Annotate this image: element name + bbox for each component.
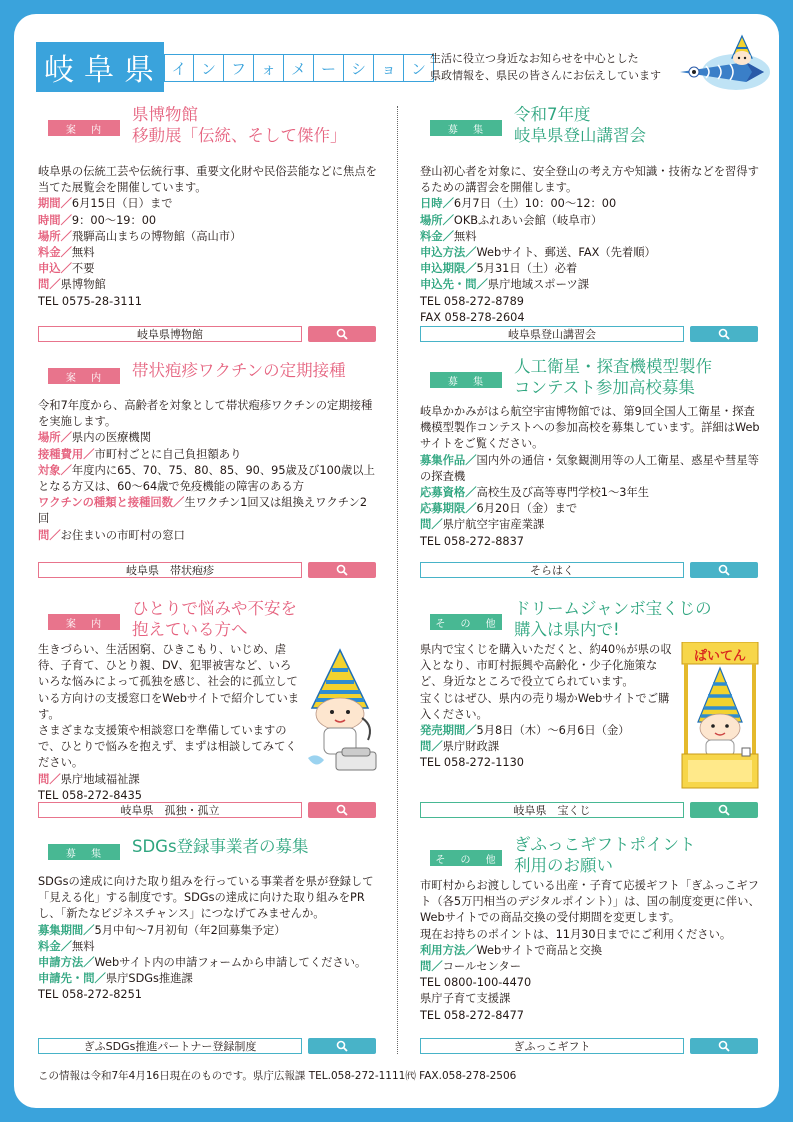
info-char: ン (404, 54, 434, 82)
category-badge: 募 集 (430, 120, 502, 136)
detail-label: 応募期限 (420, 502, 466, 516)
info-char: ン (194, 54, 224, 82)
contact-office: 県庁子育て支援課 (420, 992, 511, 1006)
detail-row: 対象／年度内に65、70、75、80、85、90、95歳及び100歳以上となる方又は、60〜64歳で免疫機能の障害のある方 (38, 463, 375, 494)
info-char: イ (164, 54, 194, 82)
article-intro: 宝くじはぜひ、県内の売り場かWebサイトでご購入ください。 (420, 691, 670, 721)
detail-value: 生ワクチン1回又は組換えワクチン2回 (38, 496, 368, 526)
search-button[interactable] (308, 326, 376, 342)
detail-row: 申込方法／Webサイト、郵送、FAX（先着順） (420, 246, 656, 260)
search-button[interactable] (308, 802, 376, 818)
title-line: ドリームジャンボ宝くじの (514, 599, 712, 618)
search-keyword-box[interactable]: 岐阜県登山講習会 (420, 326, 684, 342)
detail-row: 日時／6月7日（土）10：00〜12：00 (420, 197, 617, 211)
search-bar (38, 802, 378, 818)
article-header (420, 102, 760, 154)
detail-value: OKBふれあい会館（岐阜市） (453, 213, 603, 227)
title-line: コンテスト参加高校募集 (514, 378, 695, 397)
detail-row: 募集期間／5月中旬〜7月初旬（年2回募集予定） (38, 923, 286, 937)
detail-label: 場所 (38, 229, 61, 243)
article-mountain-course (420, 102, 760, 326)
search-keyword-box[interactable]: 岐阜県 孤独・孤立 (38, 802, 302, 818)
article-loneliness-support (38, 596, 378, 804)
detail-label: 時間 (38, 213, 61, 227)
phone-number: TEL 0575-28-3111 (38, 294, 142, 308)
detail-value: 県庁航空宇宙産業課 (442, 518, 545, 532)
title-line: 移動展「伝統、そして傑作」 (132, 126, 347, 145)
title-line: 抱えている方へ (132, 620, 248, 639)
article-body (38, 398, 378, 544)
information-title (164, 54, 434, 82)
detail-label: 問 (420, 518, 432, 532)
detail-row: 料金／無料 (38, 246, 95, 260)
search-keyword-box[interactable]: 岐阜県 帯状疱疹 (38, 562, 302, 578)
title-line: 帯状疱疹ワクチンの定期接種 (132, 361, 346, 380)
search-icon (336, 804, 348, 816)
search-keyword-box[interactable]: そらはく (420, 562, 684, 578)
article-intro: 生きづらい、生活困窮、ひきこもり、いじめ、虐待、子育て、ひとり親、DV、犯罪被害など、いろいろな悩みによって孤独を感じ、社会的に孤立している方向けの支援窓口をWebサイトで紹介しています。 (38, 643, 300, 721)
title-line: 県博物館 (132, 105, 198, 124)
article-satellite-contest (420, 354, 760, 550)
detail-value: 6月7日（土）10：00〜12：00 (453, 197, 617, 211)
column-divider (397, 106, 398, 1054)
detail-value: 5月中旬〜7月初旬（年2回募集予定） (94, 923, 286, 937)
search-bar (38, 562, 378, 578)
search-button[interactable] (690, 802, 758, 818)
detail-value: 国内外の通信・気象観測用等の人工衛星、惑星や彗星等の探査機 (420, 453, 759, 483)
detail-row: 応募期限／6月20日（金）まで (420, 502, 578, 516)
article-title (514, 356, 712, 398)
article-header (38, 596, 378, 640)
search-keyword-box[interactable]: 岐阜県博物館 (38, 326, 302, 342)
detail-label: 応募資格 (420, 486, 466, 500)
search-icon (336, 564, 348, 576)
footer-note: この情報は令和7年4月16日現在のものです。県庁広報課 TEL.058-272-1111㈹ FAX.058-278-2506 (38, 1070, 517, 1082)
detail-label: 期間 (38, 197, 61, 211)
search-keyword-box[interactable]: 岐阜県 宝くじ (420, 802, 684, 818)
detail-value: 県庁財政課 (442, 740, 500, 754)
article-intro: 市町村からお渡ししている出産・子育て応援ギフト「ぎふっこギフト（各5万円相当のデジタルポイント）」は、国の制度変更に伴い、Webサイトでの商品交換の受付期間を変更します。 (420, 879, 760, 925)
title-line: ひとりで悩みや不安を (132, 599, 297, 618)
phone-number: TEL 058-272-8435 (38, 788, 142, 802)
detail-label: 発売期間 (420, 724, 466, 738)
search-icon (336, 328, 348, 340)
header-tagline (430, 50, 661, 84)
search-keyword-box[interactable]: ぎふSDGs推進パートナー登録制度 (38, 1038, 302, 1054)
lottery-booth-illustration (680, 642, 760, 790)
article-intro: 岐阜かかみがはら航空宇宙博物館では、第9回全国人工衛星・探査機模型製作コンテストへの参加高校を募集しています。詳細はWebサイトをご覧ください。 (420, 405, 760, 451)
article-sdgs-registration (38, 834, 378, 1004)
article-shingles-vaccine (38, 358, 378, 544)
detail-value: 県庁地域スポーツ課 (487, 278, 590, 292)
article-title (132, 360, 346, 381)
detail-value: 高校生及び高等専門学校1〜3年生 (476, 486, 650, 500)
search-bar (420, 802, 760, 818)
detail-value: Webサイト内の申請フォームから申請してください。 (94, 956, 367, 970)
detail-label: 対象 (38, 463, 61, 477)
detail-row: 問／コールセンター (420, 960, 522, 974)
category-badge: 案 内 (48, 614, 120, 630)
search-button[interactable] (308, 1038, 376, 1054)
article-header (38, 834, 378, 866)
category-badge: 案 内 (48, 368, 120, 384)
mascot-phone-illustration (302, 648, 378, 776)
lottery-booth-drawing (680, 642, 760, 790)
search-bar (420, 562, 760, 578)
title-line: ぎふっこギフトポイント (514, 835, 696, 854)
detail-row: 料金／無料 (38, 939, 95, 953)
article-body (420, 164, 760, 326)
detail-label: 問 (38, 278, 50, 292)
phone-number: TEL 058-272-8251 (38, 988, 142, 1002)
search-bar (420, 326, 760, 342)
detail-value: 無料 (453, 229, 477, 243)
detail-value: 無料 (71, 246, 95, 260)
detail-value: 6月20日（金）まで (476, 502, 578, 516)
detail-row: ワクチンの種類と接種回数／生ワクチン1回又は組換えワクチン2回 (38, 496, 368, 526)
phone-number: TEL 0800-100-4470 (420, 976, 532, 990)
lottery-sign-text: ぱいてん (693, 649, 746, 664)
phone-number: TEL 058-272-8477 (420, 1008, 524, 1022)
detail-label: 申込期限 (420, 262, 466, 276)
prefecture-title: 岐阜県 (36, 42, 164, 92)
detail-row: 時間／9：00〜19：00 (38, 213, 157, 227)
title-line: SDGs登録事業者の募集 (132, 837, 309, 856)
detail-value: コールセンター (442, 960, 522, 974)
info-char: ォ (254, 54, 284, 82)
article-title (132, 598, 297, 640)
article-title (514, 104, 646, 146)
detail-label: 料金 (38, 246, 61, 260)
article-body (38, 874, 378, 1004)
article-intro: さまざまな支援策や相談窓口を準備していますので、ひとりで悩みを抱えず、まずは相談してみてください。 (38, 724, 297, 770)
detail-label: 申請先・問 (38, 972, 95, 986)
detail-row: 応募資格／高校生及び高等専門学校1〜3年生 (420, 486, 650, 500)
detail-label: 申込 (38, 262, 61, 276)
article-intro: SDGsの達成に向けた取り組みを行っている事業者を県が登録して「見える化」する制度です。SDGsの達成に向けた取り組みをPRし、「新たなビジネスチャンス」につなげてみませんか。 (38, 875, 374, 921)
detail-row: 申請先・問／県庁SDGs推進課 (38, 972, 193, 986)
search-bar (38, 1038, 378, 1054)
detail-row: 期間／6月15日（日）まで (38, 197, 173, 211)
article-header (38, 358, 378, 390)
category-badge: そ の 他 (430, 614, 502, 630)
detail-value: 県内の医療機関 (71, 431, 152, 445)
category-badge: 募 集 (430, 372, 502, 388)
info-char: ョ (374, 54, 404, 82)
info-char: フ (224, 54, 254, 82)
page-sheet (14, 14, 779, 1108)
article-title (132, 836, 309, 857)
detail-label: 問 (38, 772, 50, 786)
article-dream-jumbo-lottery (420, 596, 760, 772)
detail-label: 問 (38, 528, 50, 542)
article-header (420, 832, 760, 876)
article-title (514, 598, 712, 640)
title-line: 令和7年度 (514, 105, 591, 124)
detail-row: 発売期間／5月8日（木）〜6月6日（金） (420, 724, 630, 738)
detail-row: 問／県庁地域福祉課 (38, 772, 140, 786)
title-line: 利用のお願い (514, 856, 613, 875)
mascot-koinobori-illustration (676, 28, 770, 92)
detail-row: 料金／無料 (420, 229, 477, 243)
detail-label: 日時 (420, 197, 443, 211)
detail-row: 募集作品／国内外の通信・気象観測用等の人工衛星、惑星や彗星等の探査機 (420, 453, 759, 483)
title-line: 購入は県内で! (514, 620, 620, 639)
article-header (420, 596, 760, 640)
detail-label: 申込方法 (420, 246, 466, 260)
detail-row: 場所／県内の医療機関 (38, 431, 152, 445)
article-title (132, 104, 347, 146)
detail-value: 9：00〜19：00 (71, 213, 157, 227)
article-intro: 登山初心者を対象に、安全登山の考え方や知識・技術などを習得するための講習会を開催します。 (420, 165, 759, 195)
search-keyword-box[interactable]: ぎふっこギフト (420, 1038, 684, 1054)
detail-value: 県博物館 (60, 278, 106, 292)
detail-value: Webサイト、郵送、FAX（先着順） (476, 246, 656, 260)
article-intro: 県内で宝くじを購入いただくと、約40％が県の収入となり、市町村振興や高齢化・少子化施策など、身近なところで役立てられています。 (420, 643, 672, 689)
detail-row: 利用方法／Webサイトで商品と交換 (420, 943, 603, 957)
article-header (38, 102, 378, 154)
detail-label: 場所 (420, 213, 443, 227)
info-char: シ (344, 54, 374, 82)
article-intro: 岐阜県の伝統工芸や伝統行事、重要文化財や民俗芸能などに焦点を当てた展覧会を開催しています。 (38, 165, 377, 195)
detail-label: 利用方法 (420, 943, 466, 957)
detail-value: 年度内に65、70、75、80、85、90、95歳及び100歳以上となる方又は、60〜64歳で免疫機能の障害のある方 (38, 463, 375, 494)
detail-value: 県庁地域福祉課 (60, 772, 140, 786)
detail-label: 場所 (38, 431, 61, 445)
info-char: メ (284, 54, 314, 82)
detail-value: 市町村ごとに自己負担額あり (94, 447, 242, 461)
detail-row: 問／県博物館 (38, 278, 106, 292)
detail-row: 問／お住まいの市町村の窓口 (38, 528, 185, 542)
detail-label: 募集期間 (38, 923, 84, 937)
search-bar (38, 326, 378, 342)
detail-value: Webサイトで商品と交換 (476, 943, 603, 957)
title-line: 岐阜県登山講習会 (514, 126, 646, 145)
detail-row: 申請方法／Webサイト内の申請フォームから申請してください。 (38, 956, 367, 970)
detail-value: 飛騨高山まちの博物館（高山市） (71, 229, 242, 243)
detail-row: 問／県庁財政課 (420, 740, 500, 754)
search-button[interactable] (690, 562, 758, 578)
tagline-line: 生活に役立つ身近なお知らせを中心とした (430, 52, 639, 65)
detail-value: 無料 (71, 939, 95, 953)
detail-label: 申込先・問 (420, 278, 477, 292)
search-icon (336, 1040, 348, 1052)
article-body (38, 164, 378, 310)
search-button[interactable] (308, 562, 376, 578)
detail-row: 場所／飛騨高山まちの博物館（高山市） (38, 229, 242, 243)
info-char: ー (314, 54, 344, 82)
article-gifukko-gift (420, 832, 760, 1024)
detail-row: 申込／不要 (38, 262, 95, 276)
search-icon (718, 564, 730, 576)
detail-label: 申請方法 (38, 956, 84, 970)
category-badge: 募 集 (48, 844, 120, 860)
header (36, 42, 766, 92)
phone-number: TEL 058-272-8837 (420, 534, 524, 548)
search-icon (718, 804, 730, 816)
article-intro: 令和7年度から、高齢者を対象として帯状疱疹ワクチンの定期接種を実施します。 (38, 399, 373, 429)
search-button[interactable] (690, 1038, 758, 1054)
detail-label: ワクチンの種類と接種回数 (38, 496, 173, 510)
article-museum-exhibit (38, 102, 378, 310)
detail-value: 県庁SDGs推進課 (105, 972, 193, 986)
detail-value: 6月15日（日）まで (71, 197, 173, 211)
search-bar (420, 1038, 760, 1054)
detail-label: 料金 (38, 939, 61, 953)
detail-row: 申込期限／5月31日（土）必着 (420, 262, 578, 276)
phone-number: TEL 058-272-8789 (420, 294, 524, 308)
search-icon (718, 1040, 730, 1052)
category-badge: 案 内 (48, 120, 120, 136)
detail-value: 不要 (71, 262, 95, 276)
fax-number: FAX 058-278-2604 (420, 310, 525, 324)
article-body (420, 878, 760, 1024)
detail-row: 接種費用／市町村ごとに自己負担額あり (38, 447, 242, 461)
detail-value: お住まいの市町村の窓口 (60, 528, 185, 542)
search-button[interactable] (690, 326, 758, 342)
detail-label: 問 (420, 740, 432, 754)
detail-row: 場所／OKBふれあい会館（岐阜市） (420, 213, 603, 227)
article-title (514, 834, 696, 876)
search-icon (718, 328, 730, 340)
category-badge: そ の 他 (430, 850, 502, 866)
tagline-line: 県政情報を、県民の皆さんにお伝えしています (430, 69, 661, 82)
detail-label: 料金 (420, 229, 443, 243)
detail-value: 5月8日（木）〜6月6日（金） (476, 724, 630, 738)
phone-number: TEL 058-272-1130 (420, 756, 524, 770)
detail-row: 申込先・問／県庁地域スポーツ課 (420, 278, 590, 292)
detail-label: 募集作品 (420, 453, 466, 467)
detail-value: 5月31日（土）必着 (476, 262, 578, 276)
article-header (420, 354, 760, 398)
detail-label: 問 (420, 960, 432, 974)
article-intro: 現在お持ちのポイントは、11月30日までにご利用ください。 (420, 927, 732, 941)
detail-label: 接種費用 (38, 447, 84, 461)
title-line: 人工衛星・探査機模型製作 (514, 357, 712, 376)
detail-row: 問／県庁航空宇宙産業課 (420, 518, 545, 532)
article-body (420, 404, 760, 550)
